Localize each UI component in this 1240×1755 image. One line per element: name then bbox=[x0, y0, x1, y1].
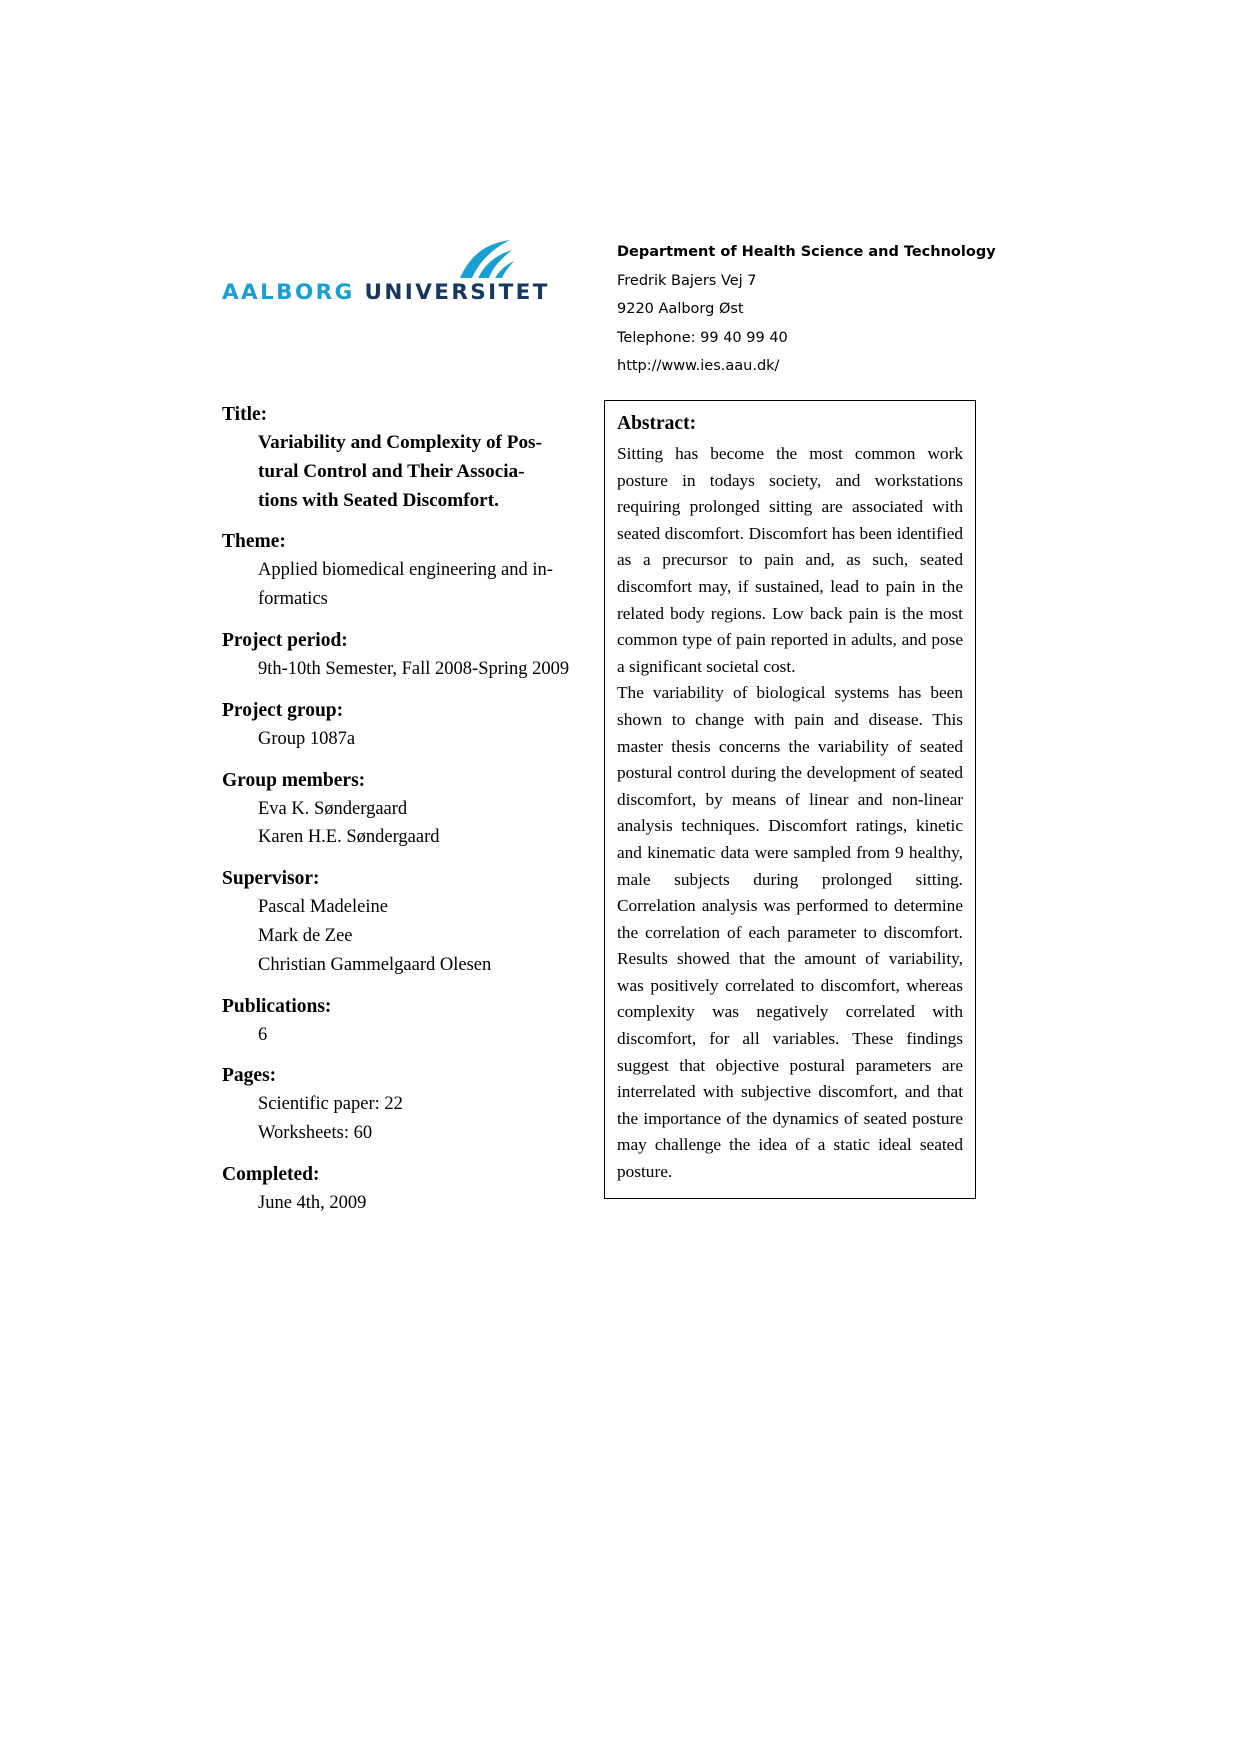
publications-value bbox=[258, 1021, 590, 1050]
abstract-box bbox=[604, 400, 976, 1199]
abstract-title: Abstract: bbox=[617, 413, 697, 434]
pages-worksheets: Worksheets: 60 bbox=[258, 1123, 373, 1144]
department-telephone: Telephone: 99 40 99 40 bbox=[617, 329, 788, 346]
theme-value-line-2: formatics bbox=[258, 589, 328, 610]
department-address-line-1: Fredrik Bajers Vej 7 bbox=[617, 272, 757, 289]
project-metadata bbox=[222, 400, 590, 1218]
aau-wave-logo-icon bbox=[454, 238, 516, 280]
supervisor-1: Pascal Madeleine bbox=[258, 897, 388, 918]
pages-label: Pages: bbox=[222, 1065, 277, 1087]
logo-word-aalborg: AALBORG bbox=[222, 280, 355, 305]
project-period-text: 9th-10th Semester, Fall 2008-Spring 2009 bbox=[258, 658, 570, 679]
supervisor-2: Mark de Zee bbox=[258, 925, 353, 946]
department-url: http://www.ies.aau.dk/ bbox=[617, 358, 780, 375]
title-value bbox=[258, 429, 590, 515]
completed-label: Completed: bbox=[222, 1163, 320, 1185]
title-value-line-3: tions with Seated Discomfort. bbox=[258, 489, 499, 511]
department-address-line-2: 9220 Aalborg Øst bbox=[617, 301, 744, 318]
department-info bbox=[617, 238, 1037, 381]
supervisor-value bbox=[258, 893, 590, 979]
theme-label: Theme: bbox=[222, 531, 286, 553]
abstract-paragraph-1: Sitting has become the most common work posture in todays society, and workstations requiring prolonged sitting are associated with seated discomfort. Discomfort has been identified as a precursor to pain and, as such, seated discomfort may, if sustained, lead to pain in the related body regions. Low back pain is the most common type of pain reported in adults, and pose a significant societal cost. bbox=[617, 444, 963, 676]
theme-value bbox=[258, 556, 590, 614]
supervisor-3: Christian Gammelgaard Olesen bbox=[258, 954, 492, 975]
publications-label: Publications: bbox=[222, 995, 332, 1017]
supervisor-label: Supervisor: bbox=[222, 868, 320, 890]
title-label: Title: bbox=[222, 404, 268, 425]
project-group-value bbox=[258, 725, 590, 754]
publications-count: 6 bbox=[258, 1024, 268, 1045]
group-member-2: Karen H.E. Søndergaard bbox=[258, 827, 440, 848]
department-title: Department of Health Science and Technology bbox=[617, 244, 996, 260]
project-period-value bbox=[258, 655, 590, 684]
logo-word-universitet: UNIVERSITET bbox=[364, 280, 550, 305]
aau-logo-wordmark bbox=[222, 280, 550, 305]
completed-date: June 4th, 2009 bbox=[258, 1192, 367, 1213]
pages-value bbox=[258, 1090, 590, 1148]
pages-scientific-paper: Scientific paper: 22 bbox=[258, 1094, 403, 1115]
project-group-text: Group 1087a bbox=[258, 728, 356, 749]
group-members-value bbox=[258, 795, 590, 853]
group-members-label: Group members: bbox=[222, 769, 366, 791]
aau-logo bbox=[222, 238, 552, 313]
project-group-label: Project group: bbox=[222, 699, 344, 721]
theme-value-line-1: Applied biomedical engineering and in- bbox=[258, 560, 553, 581]
title-value-line-1: Variability and Complexity of Pos- bbox=[258, 432, 542, 453]
project-period-label: Project period: bbox=[222, 629, 348, 651]
abstract-paragraph-2: The variability of biological systems has been shown to change with pain and disease. This master thesis concerns the variability of seated postural control during the development of seated discomfort, by means of linear and non-linear analysis techniques. Discomfort ratings, kinetic and kinematic data were sampled from 9 healthy, male subjects during prolonged sitting. Correlation analysis was performed to determine the correlation of each parameter to discomfort. Results showed that the amount of variability, was positively correlated to discomfort, whereas complexity was negatively correlated with discomfort, for all variables. These findings suggest that objective postural parameters are interrelated with subjective discomfort, and that the importance of the dynamics of seated posture may challenge the idea of a static ideal seated posture. bbox=[617, 683, 963, 1182]
title-value-line-2: tural Control and Their Associa- bbox=[258, 460, 525, 482]
group-member-1: Eva K. Søndergaard bbox=[258, 798, 408, 819]
completed-value bbox=[258, 1189, 590, 1218]
